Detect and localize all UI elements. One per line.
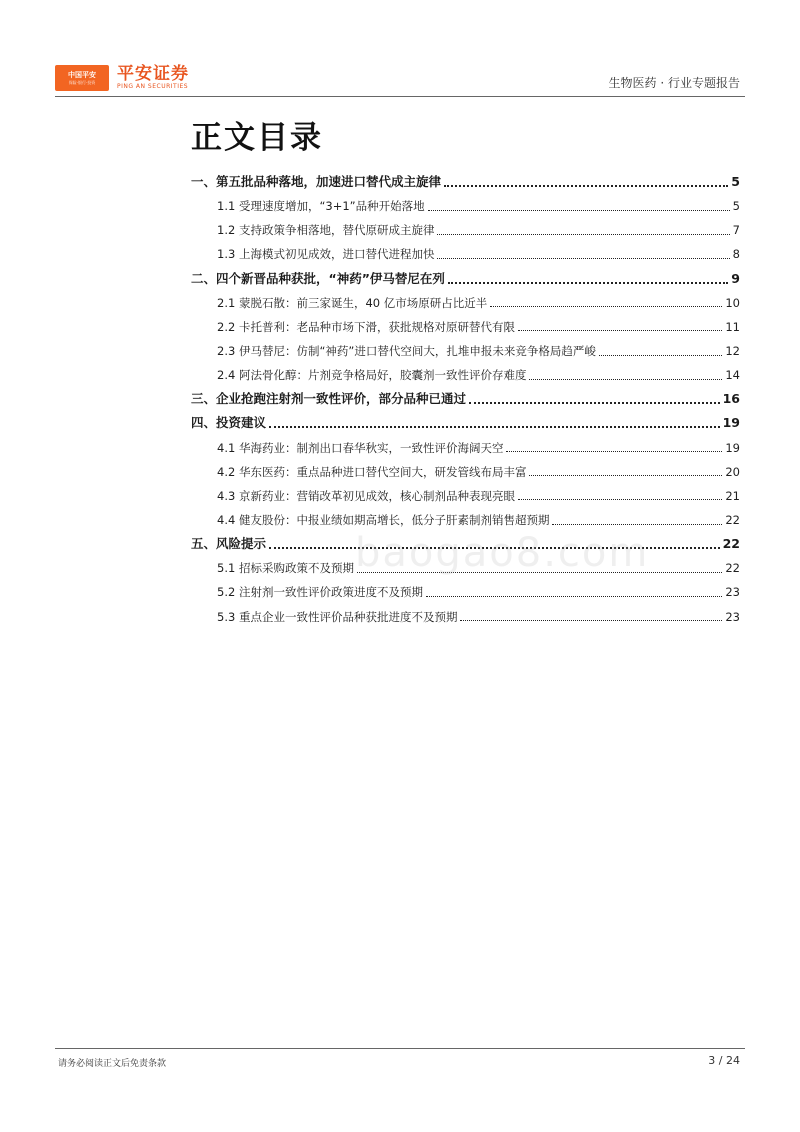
toc-page-number: 22 bbox=[725, 512, 740, 527]
footer-divider bbox=[55, 1048, 745, 1049]
toc-subsection[interactable] bbox=[191, 363, 740, 387]
logo-badge bbox=[55, 65, 109, 91]
toc-entry-title: 2.3 伊马替尼：仿制“神药”进口替代空间大，扎堆申报未来竞争格局趋严峻 bbox=[217, 343, 596, 358]
toc-page-number: 23 bbox=[725, 609, 740, 624]
toc-dot-leader bbox=[529, 379, 722, 380]
toc-entry-title: 五、风险提示 bbox=[191, 536, 267, 552]
toc-entry-title: 一、第五批品种落地，加速进口替代成主旋律 bbox=[191, 174, 442, 189]
page-header bbox=[0, 0, 800, 100]
toc-dot-leader bbox=[444, 185, 728, 187]
toc-subsection[interactable] bbox=[191, 218, 740, 242]
toc-page-number: 12 bbox=[725, 343, 740, 358]
toc-subsection[interactable] bbox=[191, 580, 740, 604]
toc-page-number: 7 bbox=[732, 223, 740, 238]
toc-entry-title: 四、投资建议 bbox=[191, 415, 267, 431]
logo-badge-top: 中国平安 bbox=[68, 70, 96, 79]
toc-page-number: 23 bbox=[725, 585, 740, 600]
toc-entry-title: 4.3 京新药业：营销改革初见成效，核心制剂品种表现亮眼 bbox=[217, 488, 515, 503]
toc-subsection[interactable] bbox=[191, 508, 740, 532]
watermark: baogao8.com bbox=[355, 530, 650, 576]
toc-page-number: 9 bbox=[731, 270, 740, 286]
toc-page-number: 8 bbox=[732, 247, 740, 262]
toc-page-number: 11 bbox=[725, 319, 740, 334]
page-title: 正文目录 bbox=[191, 120, 323, 156]
toc-page-number: 19 bbox=[725, 440, 740, 455]
toc-dot-leader bbox=[437, 234, 729, 235]
header-divider bbox=[55, 96, 745, 97]
toc-page-number: 22 bbox=[722, 536, 740, 552]
toc-page-number: 21 bbox=[725, 488, 740, 503]
toc-subsection[interactable] bbox=[191, 484, 740, 508]
toc-entry-title: 2.4 阿法骨化醇：片剂竞争格局好，胶囊剂一致性评价存难度 bbox=[217, 368, 527, 383]
toc-dot-leader bbox=[518, 330, 722, 331]
toc-entry-title: 4.2 华东医药：重点品种进口替代空间大，研发管线布局丰富 bbox=[217, 464, 527, 479]
toc-entry-title: 1.2 支持政策争相落地，替代原研成主旋律 bbox=[217, 223, 435, 238]
toc-dot-leader bbox=[448, 282, 728, 284]
toc-dot-leader bbox=[426, 596, 722, 597]
footer-disclaimer: 请务必阅读正文后免责条款 bbox=[58, 1059, 167, 1069]
toc-page-number: 5 bbox=[731, 174, 740, 189]
toc-subsection[interactable] bbox=[191, 460, 740, 484]
toc-section[interactable] bbox=[191, 411, 740, 435]
toc-dot-leader bbox=[460, 620, 722, 621]
page-number: 3 / 24 bbox=[708, 1054, 740, 1067]
toc-entry-title: 5.3 重点企业一致性评价品种获批进度不及预期 bbox=[217, 609, 458, 624]
toc-dot-leader bbox=[552, 524, 722, 525]
toc-entry-title: 4.4 健友股份：中报业绩如期高增长，低分子肝素制剂销售超预期 bbox=[217, 512, 550, 527]
toc-entry-title: 5.2 注射剂一致性评价政策进度不及预期 bbox=[217, 585, 423, 600]
company-logo bbox=[55, 64, 189, 92]
toc-dot-leader bbox=[529, 475, 722, 476]
toc-subsection[interactable] bbox=[191, 291, 740, 315]
toc-entry-title: 5.1 招标采购政策不及预期 bbox=[217, 561, 354, 576]
logo-badge-bottom: 保险·银行·投资 bbox=[68, 79, 96, 85]
toc-page-number: 14 bbox=[725, 368, 740, 383]
toc-entry-title: 4.1 华海药业：制剂出口春华秋实，一致性评价海阔天空 bbox=[217, 440, 504, 455]
toc-subsection[interactable] bbox=[191, 242, 740, 266]
toc-entry-title: 三、企业抢跑注射剂一致性评价，部分品种已通过 bbox=[191, 391, 467, 407]
toc-entry-title: 1.1 受理速度增加，“3+1”品种开始落地 bbox=[217, 199, 425, 214]
toc-page-number: 19 bbox=[722, 415, 740, 431]
toc-page-number: 20 bbox=[725, 464, 740, 479]
toc-dot-leader bbox=[506, 451, 722, 452]
toc-page-number: 10 bbox=[725, 295, 740, 310]
toc-dot-leader bbox=[490, 306, 722, 307]
toc-page-number: 5 bbox=[732, 199, 740, 214]
toc-subsection[interactable] bbox=[191, 436, 740, 460]
toc-subsection[interactable] bbox=[191, 339, 740, 363]
toc-entry-title: 1.3 上海模式初见成效，进口替代进程加快 bbox=[217, 247, 435, 262]
report-type: 生物医药 · 行业专题报告 bbox=[608, 76, 740, 90]
toc-dot-leader bbox=[437, 258, 729, 259]
toc-dot-leader bbox=[269, 426, 720, 428]
logo-text bbox=[117, 65, 189, 91]
toc-section[interactable] bbox=[191, 387, 740, 411]
toc-entry-title: 2.1 蒙脱石散：前三家诞生，40 亿市场原研占比近半 bbox=[217, 295, 488, 310]
logo-name-en: PING AN SECURITIES bbox=[117, 83, 189, 90]
toc-section[interactable] bbox=[191, 267, 740, 291]
toc-page-number: 16 bbox=[722, 391, 740, 407]
toc-section[interactable] bbox=[191, 170, 740, 194]
toc-subsection[interactable] bbox=[191, 315, 740, 339]
toc-subsection[interactable] bbox=[191, 605, 740, 629]
toc-dot-leader bbox=[518, 499, 722, 500]
toc-entry-title: 二、四个新晋品种获批，“神药”伊马替尼在列 bbox=[191, 270, 445, 286]
toc-page-number: 22 bbox=[725, 561, 740, 576]
toc-subsection[interactable] bbox=[191, 194, 740, 218]
logo-name-cn: 平安证券 bbox=[117, 64, 189, 84]
toc-dot-leader bbox=[469, 402, 720, 404]
toc-dot-leader bbox=[599, 355, 723, 356]
toc-entry-title: 2.2 卡托普利：老品种市场下滑，获批规格对原研替代有限 bbox=[217, 319, 515, 334]
toc-dot-leader bbox=[428, 210, 730, 211]
